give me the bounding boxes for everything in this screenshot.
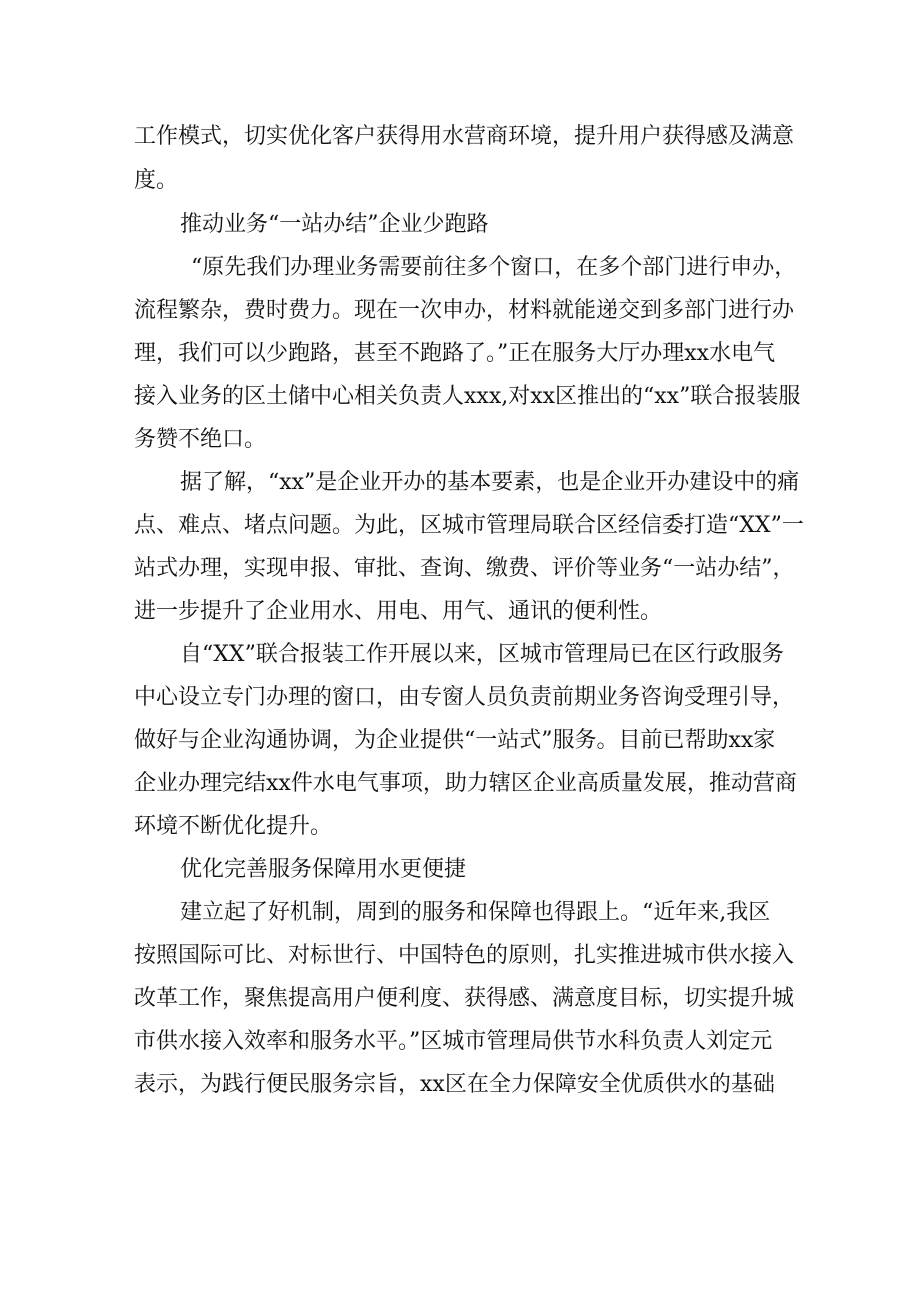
text-line: 务赞不绝口。 [134,427,267,452]
text-line: 接入业务的区土储中心相关负责人xxx,对xx区推出的“xx”联合报装服 [134,384,801,409]
text-line: 站式办理，实现申报、审批、查询、缴费、评价等业务“一站办结”， [134,556,795,581]
section-heading: 推动业务“一站办结”企业少跑路 [180,212,489,237]
text-line: 表示，为践行便民服务宗旨，xx区在全力保障安全优质供水的基础 [134,1072,775,1097]
text-line: “原先我们办理业务需要前往多个窗口，在多个部门进行申办， [191,255,797,280]
text-line: 自“XX”联合报装工作开展以来，区城市管理局已在区行政服务 [180,642,784,667]
text-line: 建立起了好机制，周到的服务和保障也得跟上。“近年来,我区 [180,900,771,925]
text-line: 环境不断优化提升。 [134,814,333,839]
text-line: 市供水接入效率和服务水平。”区城市管理局供节水科负责人刘定元 [134,1029,773,1054]
text-line: 进一步提升了企业用水、用电、用气、通讯的便利性。 [134,599,663,624]
text-line: 改革工作，聚焦提高用户便利度、获得感、满意度目标，切实提升城 [134,986,795,1011]
text-line: 中心设立专门办理的窗口，由专窗人员负责前期业务咨询受理引导， [134,685,795,710]
section-heading: 优化完善服务保障用水更便捷 [180,857,467,882]
text-line: 按照国际可比、对标世行、中国特色的原则，扎实推进城市供水接入 [134,943,795,968]
text-line: 度。 [134,168,179,193]
text-line: 流程繁杂，费时费力。现在一次申办，材料就能递交到多部门进行办 [134,298,795,323]
text-line: 工作模式，切实优化客户获得用水营商环境，提升用户获得感及满意 [134,124,795,149]
text-line: 理，我们可以少跑路，甚至不跑路了。”正在服务大厅办理xx水电气 [134,341,776,366]
text-line: 据了解，“xx”是企业开办的基本要素，也是企业开办建设中的痛 [180,470,800,495]
text-line: 点、难点、堵点问题。为此，区城市管理局联合区经信委打造“XX”一 [134,513,804,538]
text-line: 做好与企业沟通协调，为企业提供“一站式”服务。目前已帮助xx家 [134,728,776,753]
text-line: 企业办理完结xx件水电气事项，助力辖区企业高质量发展，推动营商 [134,771,797,796]
